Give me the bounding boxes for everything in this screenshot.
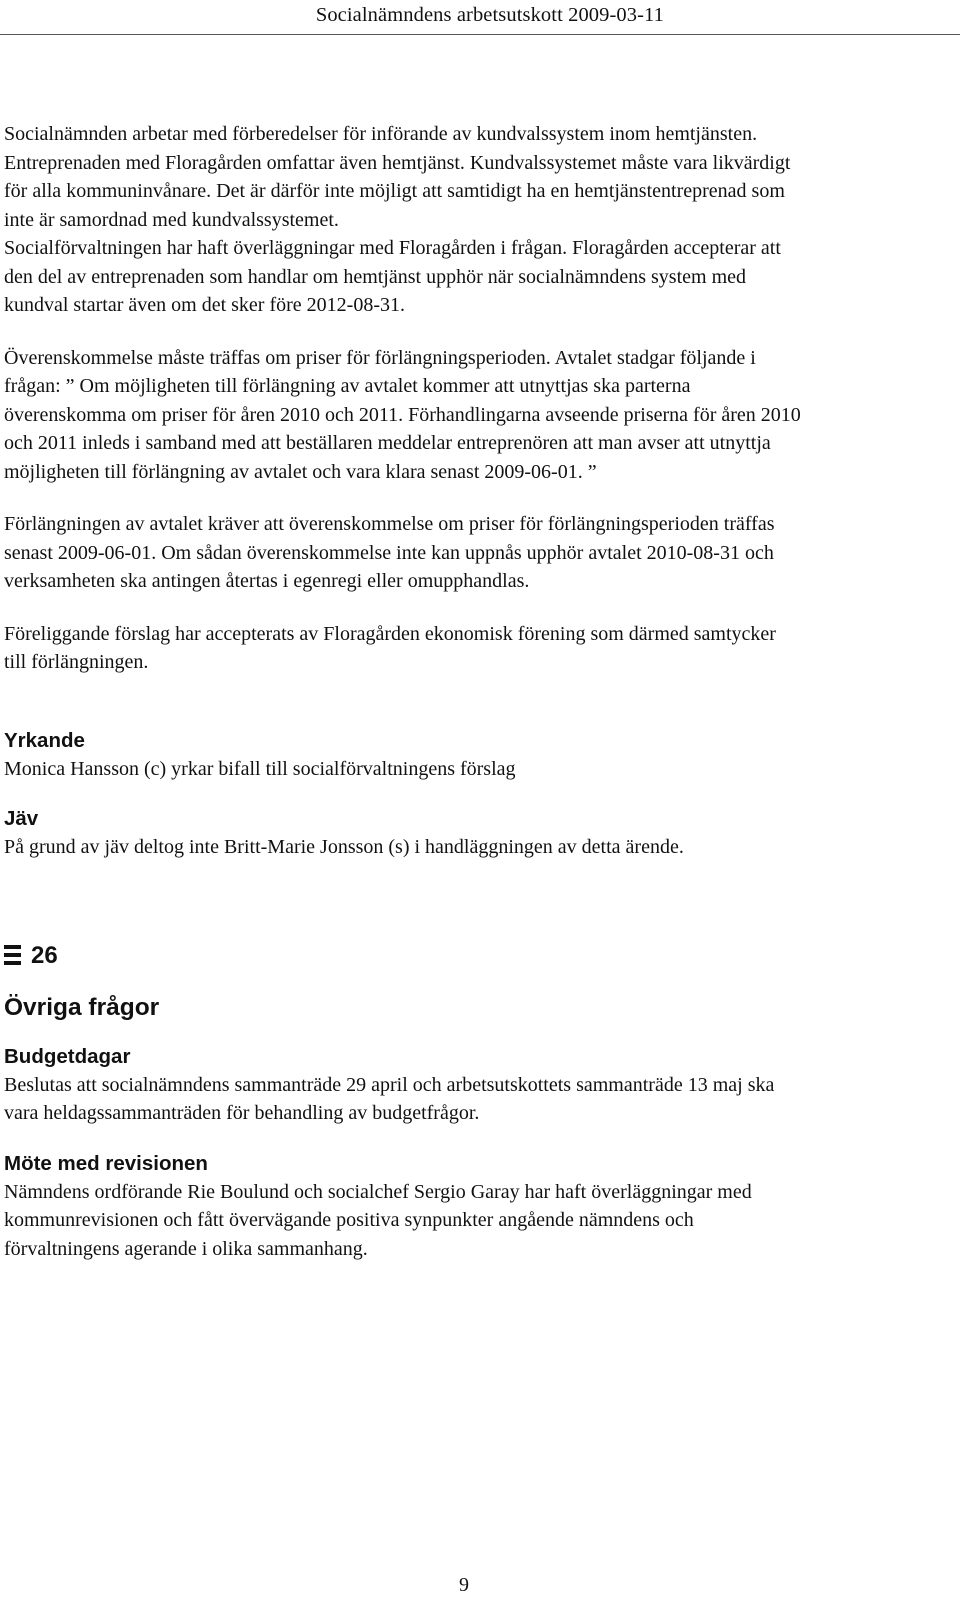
jav-heading: Jäv: [4, 807, 39, 830]
text-line: Föreliggande förslag har accepterats av Floragården ekonomisk förening som därmed samtycker: [4, 622, 776, 645]
text-line: frågan: ” Om möjligheten till förlängning av avtalet kommer att utnyttjas ska parterna: [4, 375, 691, 397]
text-line: för alla kommuninvånare. Det är därför inte möjligt att samtidigt ha en hemtjänstentreprenad som: [4, 180, 785, 202]
text-line: den del av entreprenaden som handlar om hemtjänst upphör när socialnämndens system med: [4, 265, 747, 288]
text-line: senast 2009-06-01. Om sådan överenskommelse inte kan uppnås upphör avtalet 2010-08-31 och: [4, 541, 774, 564]
text-line: Socialförvaltningen har haft överläggningar med Floragården i frågan. Floragården accepterar att: [4, 237, 781, 259]
text-line: Nämndens ordförande Rie Boulund och socialchef Sergio Garay har haft överläggningar med: [4, 1180, 752, 1203]
text-line: möjligheten till förlängning av avtalet och vara klara senast 2009-06-01. ”: [4, 460, 597, 483]
section-number-text: 26: [31, 941, 58, 969]
text-line: verksamheten ska antingen återtas i egenregi eller omupphandlas.: [4, 570, 530, 592]
budgetdagar-heading: Budgetdagar: [4, 1044, 131, 1068]
paragraph-forslag: [4, 620, 960, 677]
jav-text: På grund av jäv deltog inte Britt-Marie Jonsson (s) i handläggningen av detta ärende.: [4, 836, 684, 858]
text-line: vara heldagssammanträden för behandling av budgetfrågor.: [4, 1102, 480, 1124]
section-title: Övriga frågor: [4, 993, 160, 1021]
text-line: till förlängningen.: [4, 651, 149, 673]
section-number: [4, 940, 960, 972]
text-line: överenskomma om priser för åren 2010 och 2011. Förhandlingarna avseende priserna för åren 2010: [4, 403, 801, 426]
text-line: inte är samordnad med kundvalssystemet.: [4, 208, 339, 231]
text-line: Beslutas att socialnämndens sammanträde 29 april och arbetsutskottets sammanträde 13 maj ska: [4, 1073, 775, 1096]
paragraph-forlangning: [4, 510, 960, 596]
header-title: Socialnämndens arbetsutskott 2009-03-11: [315, 4, 664, 26]
text-line: kommunrevisionen och fått övervägande positiva synpunkter angående nämndens och: [4, 1209, 694, 1231]
text-line: och 2011 inleds i samband med att beställaren meddelar entreprenören att man avser att utnyttja: [4, 432, 771, 454]
header-divider: [0, 34, 960, 35]
paragraph-kundval: [4, 120, 960, 320]
revisionen-heading: Möte med revisionen: [4, 1151, 208, 1175]
page-number: 9: [459, 1574, 469, 1596]
text-line: Entreprenaden med Floragården omfattar även hemtjänst. Kundvalssystemet måste vara likvärdigt: [4, 151, 791, 174]
page-header: [0, 2, 960, 36]
yrkande-text: Monica Hansson (c) yrkar bifall till socialförvaltningens förslag: [4, 757, 516, 780]
text-line: Förlängningen av avtalet kräver att överenskommelse om priser för förlängningsperioden träffas: [4, 513, 775, 535]
text-line: Överenskommelse måste träffas om priser för förlängningsperioden. Avtalet stadgar följande i: [4, 346, 756, 369]
text-line: förvaltningens agerande i olika sammanhang.: [4, 1237, 368, 1260]
yrkande-heading: Yrkande: [4, 728, 85, 752]
text-line: Socialnämnden arbetar med förberedelser för införande av kundvalssystem inom hemtjänsten.: [4, 123, 758, 145]
section-sign-icon: [4, 945, 21, 965]
document-body: [4, 120, 960, 1263]
paragraph-priser: [4, 344, 960, 487]
text-line: kundval startar även om det sker före 2012-08-31.: [4, 294, 405, 316]
